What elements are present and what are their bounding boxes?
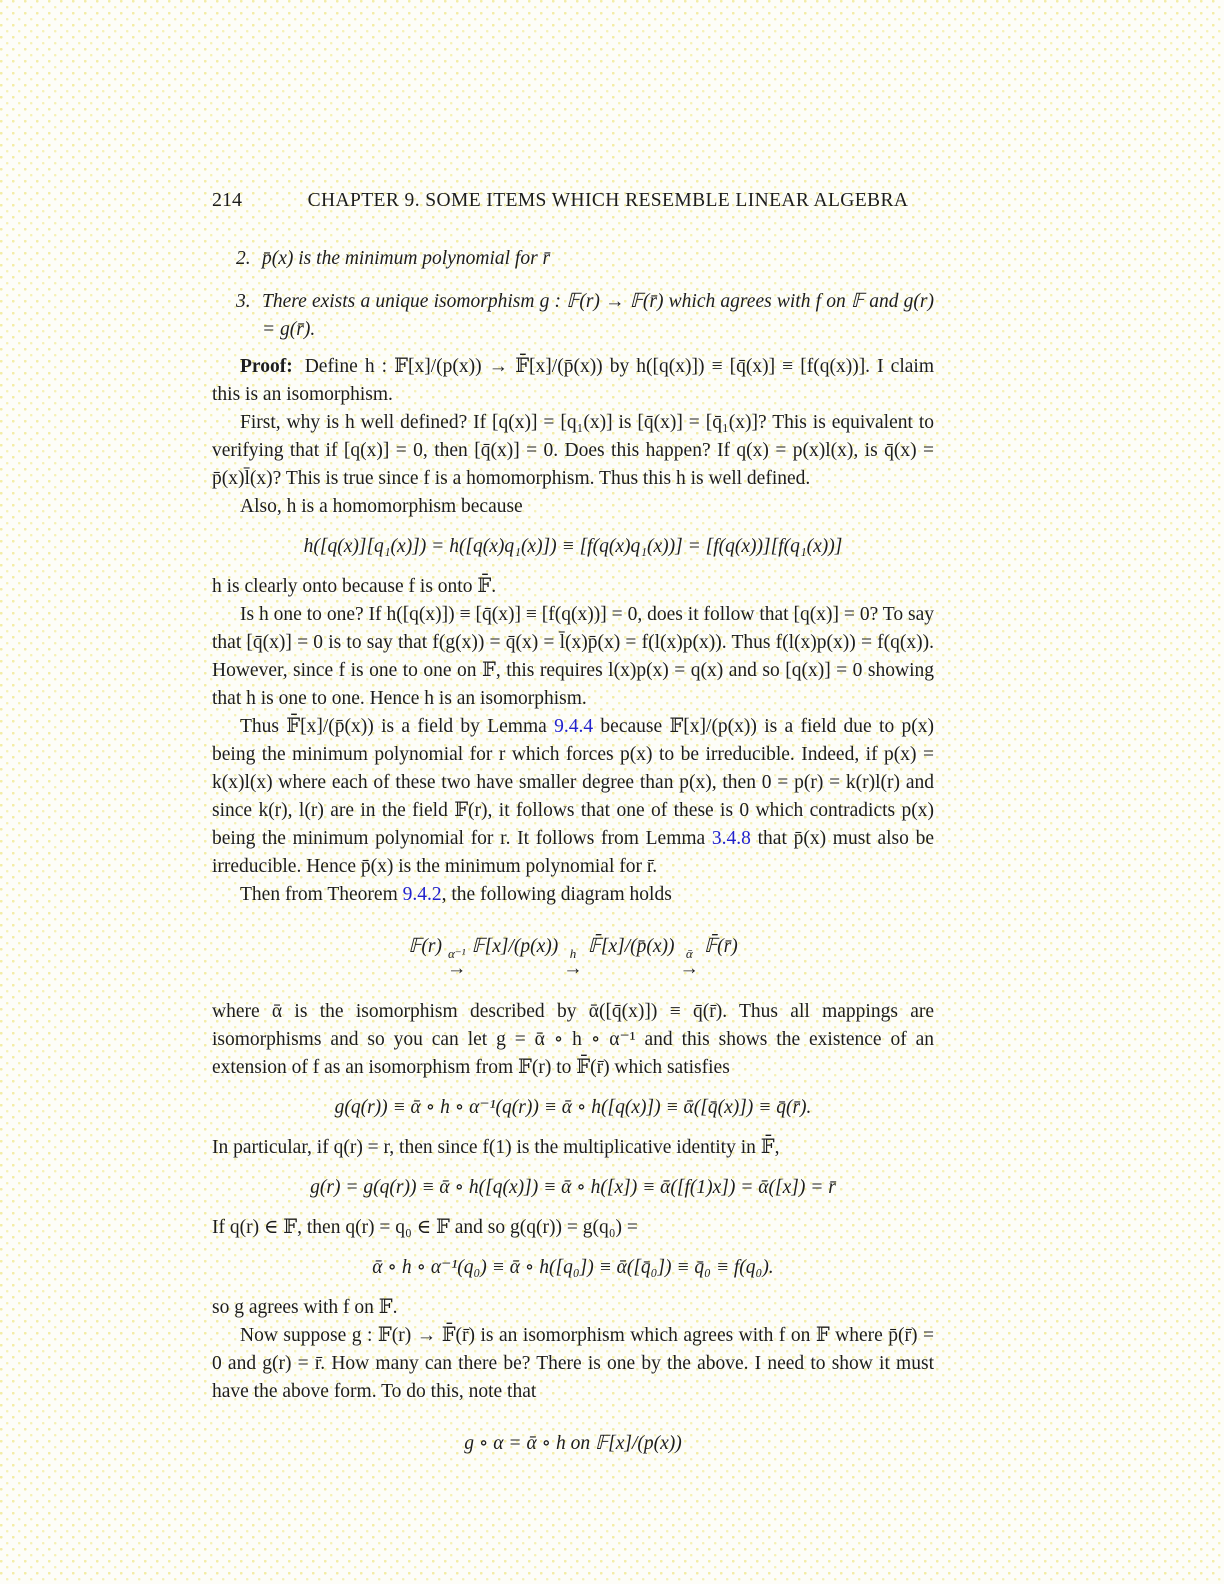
diagram-arrow-2-label: h: [569, 946, 577, 961]
running-head: [212, 186, 934, 215]
paragraph-in-particular: In particular, if q(r) = r, then since f(1) is the multiplicative identity in 𝔽̄,: [212, 1137, 780, 1158]
diagram-arrow-2: [563, 948, 583, 978]
list-item-2: [212, 245, 934, 273]
equation-q0: ᾱ ∘ h ∘ α⁻¹(q₀) ≡ ᾱ ∘ h([q₀]) ≡ ᾱ([q̄₀]) ≡ q̄₀ ≡ f(q₀).: [372, 1257, 774, 1278]
equation-g-alpha: g ∘ α = ᾱ ∘ h on 𝔽[x]/(p(x)): [464, 1433, 682, 1454]
diagram-term-2: 𝔽[x]/(p(x)): [471, 936, 559, 957]
proof-label: Proof:: [240, 356, 293, 377]
right-arrow-icon: →: [563, 958, 583, 979]
list-item-3-marker: 3.: [236, 291, 251, 312]
paragraph-onto: h is clearly onto because f is onto 𝔽̄.: [212, 576, 497, 597]
chapter-header-title: CHAPTER 9. SOME ITEMS WHICH RESEMBLE LINEAR ALGEBRA: [307, 190, 909, 211]
equation-mapping-diagram: [212, 933, 934, 978]
paragraph-also: Also, h is a homomorphism because: [240, 496, 523, 517]
list-item-2-marker: 2.: [236, 248, 251, 269]
thus-text-1: Thus 𝔽̄[x]/(p̄(x)) is a field by Lemma: [240, 716, 555, 737]
diagram-arrow-3: [680, 948, 700, 978]
equation-g-r: g(r) = g(q(r)) ≡ ᾱ ∘ h([q(x)]) ≡ ᾱ ∘ h([x]) ≡ ᾱ([f(1)x]) = ᾱ([x]) = r̄: [310, 1177, 836, 1198]
paragraph-well-defined: First, why is h well defined? If [q(x)] = [q₁(x)] is [q̄(x)] = [q̄₁(x)]? This is equivalent to verifying that if [q(x)] = 0, then [q̄(x)] = 0. Does this happen? If q(x) = p(x)l(x), is q̄(x) = p̄(x)l̄(x)? This is true since f is a homomorphism. Thus this h is well defined.: [212, 412, 934, 489]
paragraph-now-suppose: Now suppose g : 𝔽(r) → 𝔽̄(r̄) is an isomorphism which agrees with f on 𝔽 where p̄(r̄) = 0 and g(r) = r̄. How many can there be? There is one by the above. I need to show it must have the above form. To do this, note that: [212, 1325, 934, 1402]
right-arrow-icon: →: [679, 958, 700, 979]
list-item-2-text: p̄(x) is the minimum polynomial for r̄: [262, 248, 551, 269]
diagram-term-3: 𝔽̄[x]/(p̄(x)): [587, 936, 675, 957]
thus-text-2: because 𝔽[x]/(p(x)) is a field due to p(x) being the minimum polynomial for r which forces p(x) to be irreducible. Indeed, if p(x) = k(x)l(x) where each of these two have smaller degree than p(x), then 0 = p(r) = k(r)l(r) and since k(r), l(r) are in the field 𝔽(r), it follows that one of these is 0 which contradicts p(x) being the minimum polynomial for r. It follows from Lemma: [212, 716, 934, 849]
lemma-3-4-8-link[interactable]: 3.4.8: [711, 828, 751, 849]
paragraph-so-agrees: so g agrees with f on 𝔽.: [212, 1297, 398, 1318]
equation-homomorphism: h([q(x)][q₁(x)]) = h([q(x)q₁(x)]) ≡ [f(q(x)q₁(x))] = [f(q(x))][f(q₁(x))]: [303, 536, 843, 557]
paragraph-then-theorem: [212, 881, 934, 909]
theorem-9-4-2-link[interactable]: 9.4.2: [402, 884, 442, 905]
then-text-1: Then from Theorem: [240, 884, 403, 905]
paragraph-thus-field: [212, 713, 934, 881]
document-page: [212, 0, 934, 1458]
right-arrow-icon: →: [446, 958, 467, 979]
paragraph-if-q: If q(r) ∈ 𝔽, then q(r) = q₀ ∈ 𝔽 and so g(q(r)) = g(q₀) =: [212, 1217, 638, 1238]
proof-paragraph: [212, 353, 934, 409]
equation-g-qr: g(q(r)) ≡ ᾱ ∘ h ∘ α⁻¹(q(r)) ≡ ᾱ ∘ h([q(x)]) ≡ ᾱ([q̄(x)]) ≡ q̄(r̄).: [334, 1097, 812, 1118]
then-text-2: , the following diagram holds: [441, 884, 672, 905]
page-number: 214: [212, 189, 242, 211]
diagram-arrow-3-label: ᾱ: [685, 946, 693, 961]
diagram-term-4: 𝔽̄(r̄): [704, 936, 738, 957]
thus-text-3: that p̄(x) must also be irreducible. Hence p̄(x) is the minimum polynomial for r̄.: [212, 828, 934, 877]
lemma-9-4-4-link[interactable]: 9.4.4: [554, 716, 594, 737]
diagram-term-1: 𝔽(r): [408, 936, 442, 957]
paragraph-one-to-one: Is h one to one? If h([q(x)]) ≡ [q̄(x)] ≡ [f(q(x))] = 0, does it follow that [q(x)] = 0? To say that [q̄(x)] = 0 is to say that f(g(x)) = q̄(x) = l̄(x)p̄(x) = f(l(x)p(x)). Thus f(l(x)p(x)) = f(q(x)). However, since f is one to one on 𝔽, this requires l(x)p(x) = q(x) and so [q(x)] = 0 showing that h is one to one. Hence h is an isomorphism.: [212, 604, 934, 709]
paragraph-where-alpha: where ᾱ is the isomorphism described by ᾱ([q̄(x)]) ≡ q̄(r̄). Thus all mappings are isomorphisms and so you can let g = ᾱ ∘ h ∘ α⁻¹ and this shows the existence of an extension of f as an isomorphism from 𝔽(r) to 𝔽̄(r̄) which satisfies: [212, 1001, 934, 1078]
list-item-3: [212, 288, 934, 344]
list-item-3-text: There exists a unique isomorphism g : 𝔽(r) → 𝔽(r̄) which agrees with f on 𝔽 and g(r) = g(r̄).: [262, 291, 934, 340]
diagram-arrow-1-label: α⁻¹: [447, 946, 466, 961]
proof-intro-text: Define h : 𝔽[x]/(p(x)) → 𝔽̄[x]/(p̄(x)) by h([q(x)]) ≡ [q̄(x)] ≡ [f(q(x))]. I claim this is an isomorphism.: [212, 356, 934, 405]
diagram-arrow-1: [447, 948, 467, 978]
